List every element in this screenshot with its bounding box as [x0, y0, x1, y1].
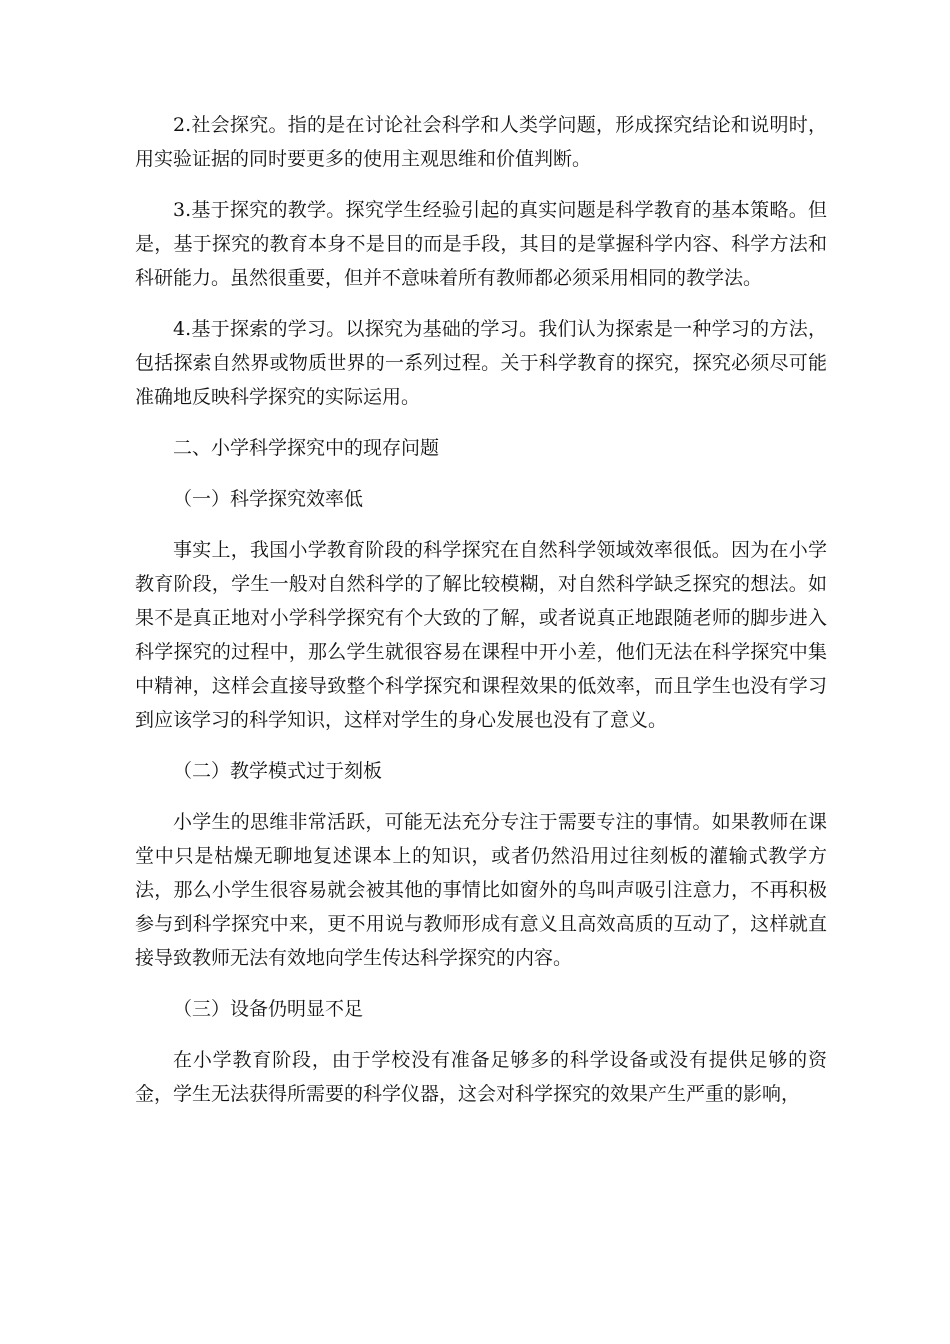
- paragraph-exploration-based-learning: 4.基于探索的学习。以探究为基础的学习。我们认为探索是一种学习的方法，包括探索自然界或物质世界的一系列过程。关于科学教育的探究，探究必须尽可能准确地反映科学探究的实际运用。: [135, 318, 827, 408]
- subsection-heading-low-efficiency: （一）科学探究效率低: [173, 488, 364, 510]
- paragraph-inquiry-based-teaching: 3.基于探究的教学。探究学生经验引起的真实问题是科学教育的基本策略。但是，基于探究的教育本身不是目的而是手段，其目的是掌握科学内容、科学方法和科研能力。虽然很重要，但并不意味着所有教师都必须采用相同的教学法。: [135, 199, 827, 289]
- paragraph-low-efficiency: 事实上，我国小学教育阶段的科学探究在自然科学领域效率很低。因为在小学教育阶段，学生一般对自然科学的了解比较模糊，对自然科学缺乏探究的想法。如果不是真正地对小学科学探究有个大致的了解，或者说真正地跟随老师的脚步进入科学探究的过程中，那么学生就很容易在课程中开小差，他们无法在科学探究中集中精神，这样会直接导致整个科学探究和课程效果的低效率，而且学生也没有学习到应该学习的科学知识，这样对学生的身心发展也没有了意义。: [135, 539, 827, 731]
- paragraph-rigid-teaching-mode: 小学生的思维非常活跃，可能无法充分专注于需要专注的事情。如果教师在课堂中只是枯燥无聊地复述课本上的知识，或者仍然沿用过往刻板的灌输式教学方法，那么小学生很容易就会被其他的事情比如窗外的鸟叫声吸引注意力，不再积极参与到科学探究中来，更不用说与教师形成有意义且高效高质的互动了，这样就直接导致教师无法有效地向学生传达科学探究的内容。: [135, 811, 827, 969]
- paragraph-insufficient-equipment: 在小学教育阶段，由于学校没有准备足够多的科学设备或没有提供足够的资金，学生无法获得所需要的科学仪器，这会对科学探究的效果产生严重的影响，: [135, 1049, 827, 1105]
- paragraph-social-inquiry: 2.社会探究。指的是在讨论社会科学和人类学问题，形成探究结论和说明时，用实验证据的同时要更多的使用主观思维和价值判断。: [135, 114, 827, 170]
- subsection-heading-rigid-teaching-mode: （二）教学模式过于刻板: [173, 760, 383, 782]
- subsection-heading-insufficient-equipment: （三）设备仍明显不足: [173, 998, 364, 1020]
- document-body: [135, 108, 827, 1128]
- section-heading-existing-problems: 二、小学科学探究中的现存问题: [173, 437, 440, 459]
